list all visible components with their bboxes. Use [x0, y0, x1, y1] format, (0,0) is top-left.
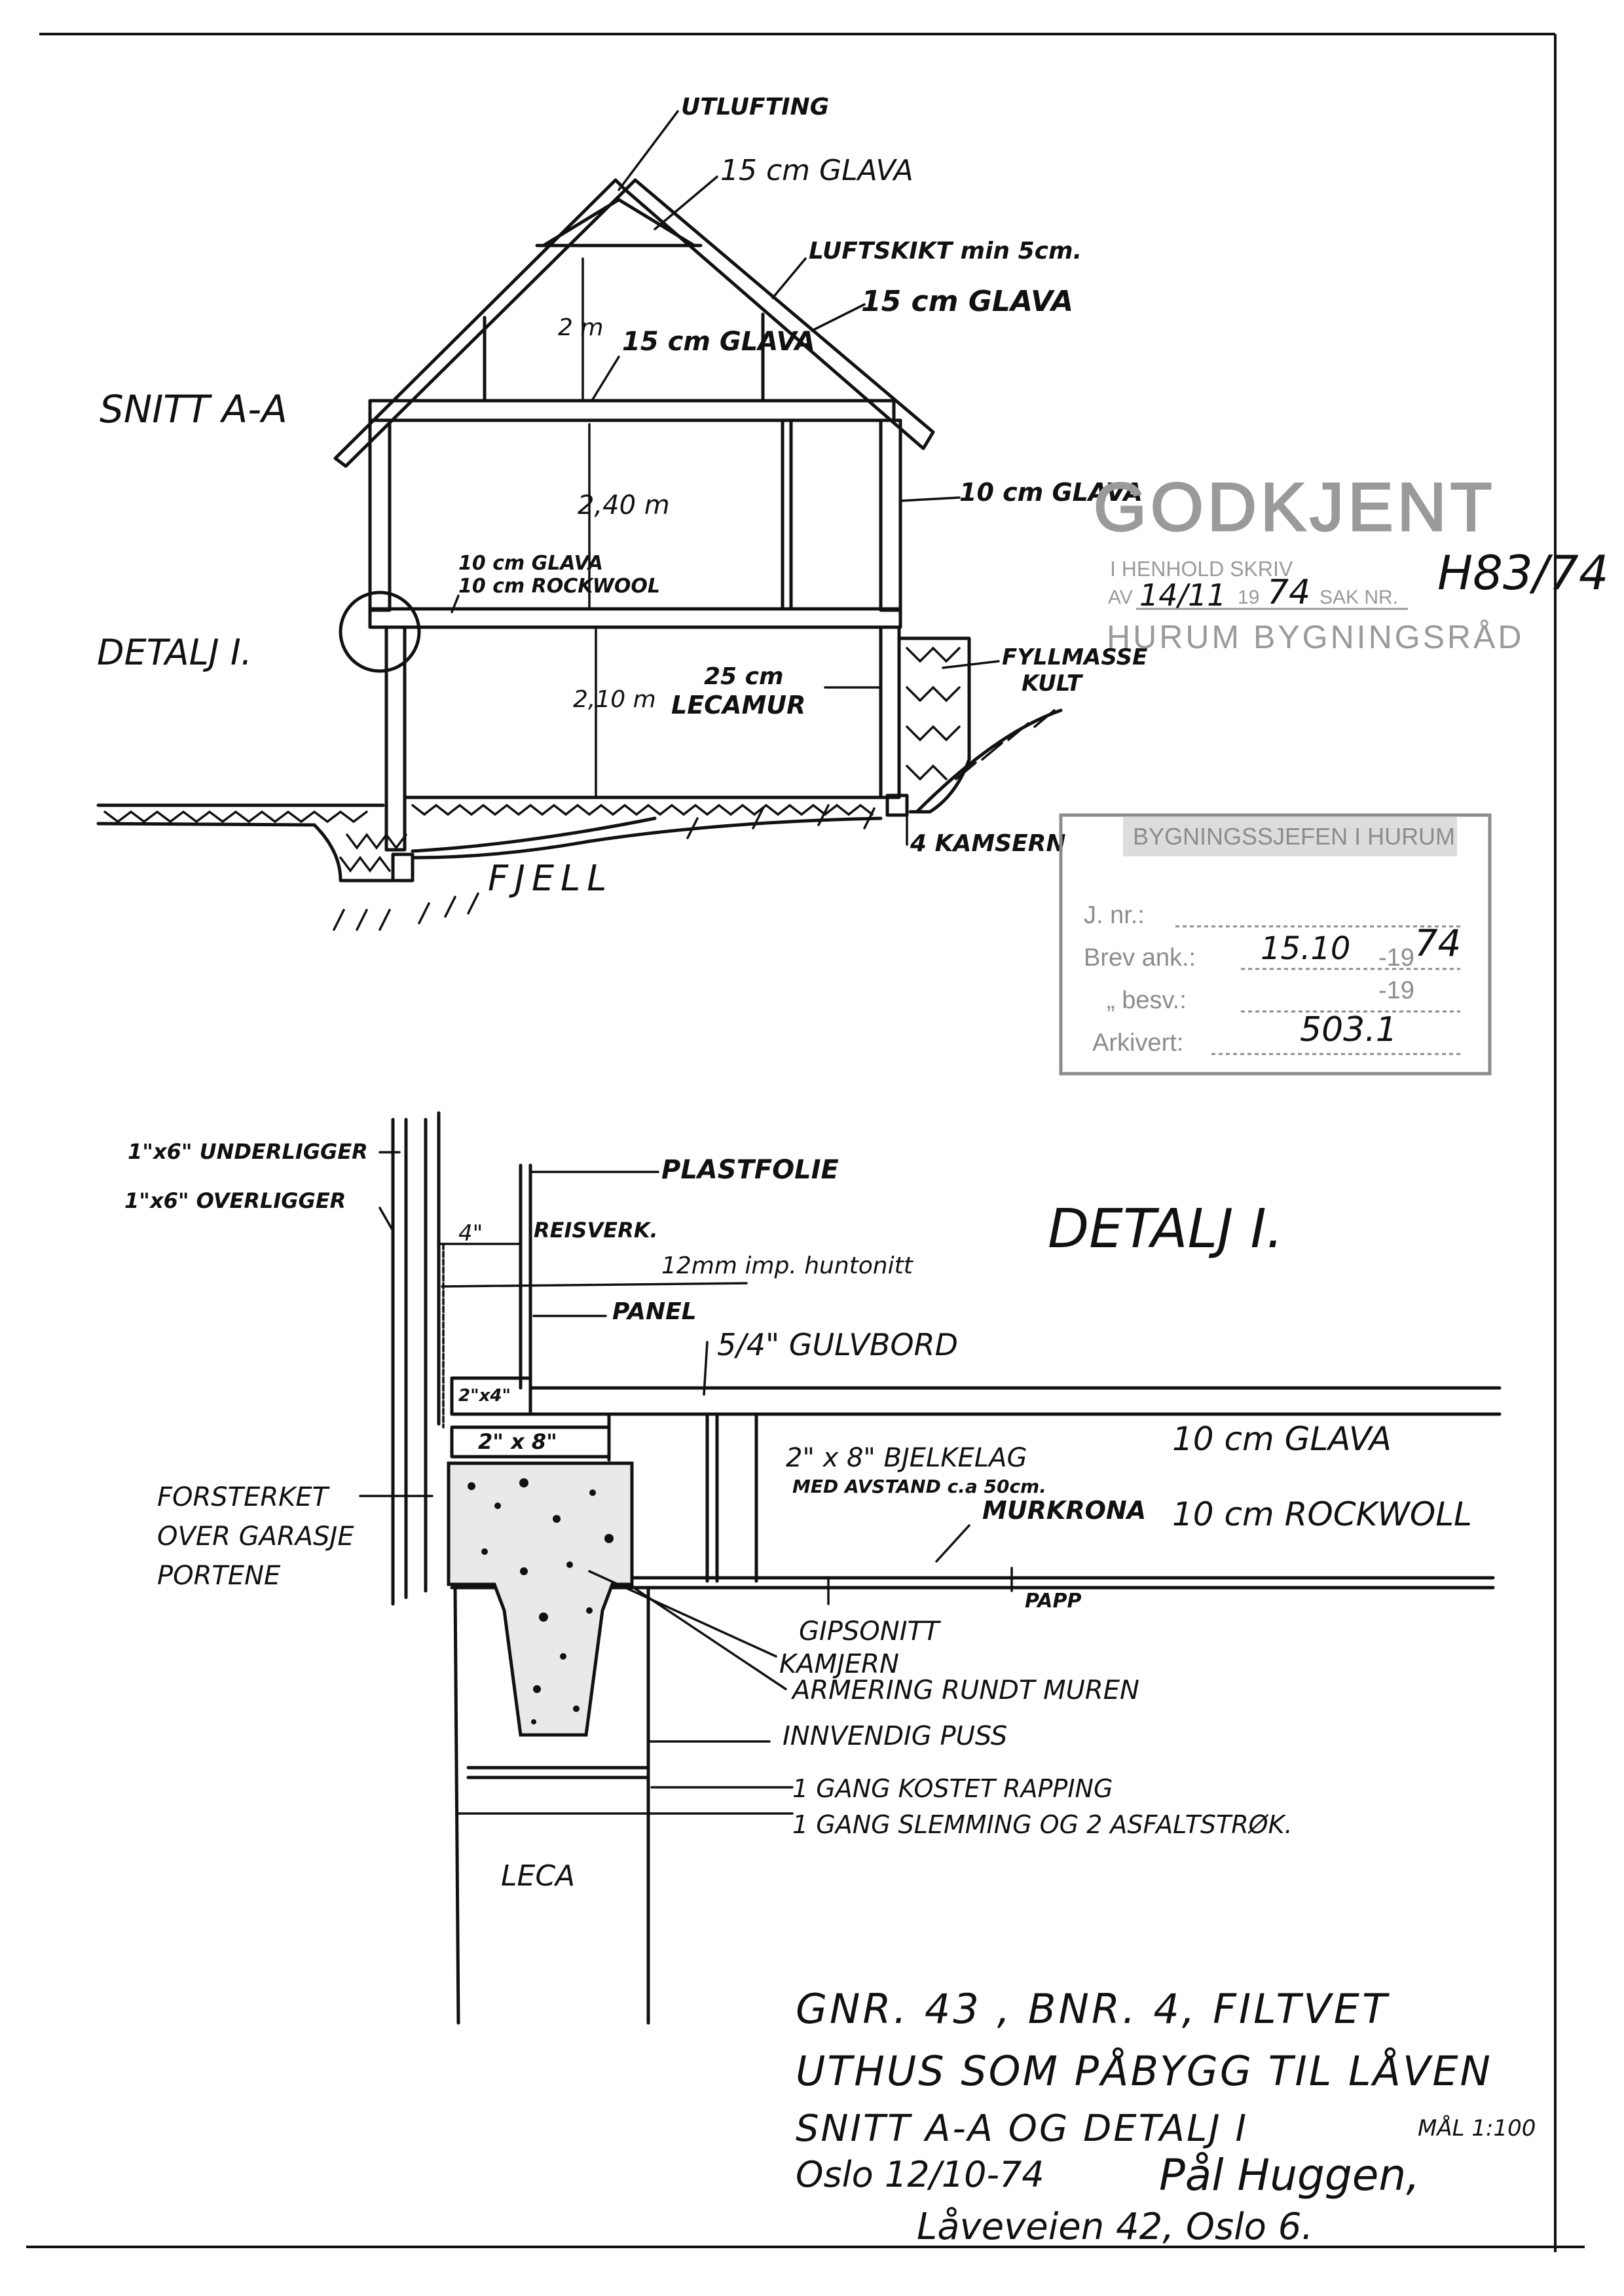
label-roof-glava: 15 cm GLAVA	[861, 285, 1074, 318]
label-fill-kult: KULT	[1022, 670, 1082, 697]
leader-ventilation	[619, 111, 678, 190]
detail-reinforced-3: PORTENE	[157, 1561, 281, 1591]
leader-reinforcement	[629, 1584, 786, 1689]
detail-gypsum: GIPSONITT	[799, 1616, 940, 1647]
wall-crown-concrete	[449, 1463, 632, 1735]
label-leca-wall: LECAMUR	[671, 691, 806, 720]
title-line-1: GNR. 43 , BNR. 4, FILTVET	[796, 1985, 1390, 2033]
detail-joist-spacing: MED AVSTAND c.a 50cm.	[792, 1476, 1046, 1497]
bedrock-curve-left	[413, 818, 655, 851]
leader-air-gap	[773, 259, 805, 298]
label-attic-height: 2 m	[558, 314, 604, 341]
archived-label: Arkivert:	[1092, 1029, 1184, 1057]
label-bedrock: FJELL	[488, 858, 614, 899]
title-address: Låveveien 42, Oslo 6.	[917, 2206, 1314, 2248]
received-stamp-header: BYGNINGSSJEFEN I HURUM	[1133, 823, 1456, 850]
attic-floor-beam	[370, 401, 894, 420]
label-detail-ref: DETALJ I.	[97, 632, 252, 673]
received-date-value: 15.10	[1261, 930, 1351, 967]
detail-glava: 10 cm GLAVA	[1172, 1420, 1392, 1458]
received-date-year: 74	[1414, 922, 1462, 965]
leader-roof-glava	[812, 304, 864, 331]
section-a-title: SNITT A-A	[100, 387, 287, 431]
title-line-4: Oslo 12/10-74	[796, 2154, 1044, 2195]
stamp-approved-century: 19	[1238, 587, 1260, 608]
upper-wall-right	[881, 420, 900, 610]
detail-plastic: PLASTFOLIE	[661, 1155, 839, 1185]
label-wall-glava: 10 cm GLAVA	[959, 478, 1143, 507]
title-line-3: SNITT A-A OG DETALJ I	[796, 2107, 1248, 2150]
stamp-approved-sak: SAK NR.	[1320, 587, 1399, 608]
detail-reinforced-2: OVER GARASJE	[157, 1522, 354, 1552]
detail-plate: 2"x4"	[458, 1386, 511, 1406]
leader-rebar	[589, 1571, 776, 1656]
leader-attic-glava	[593, 357, 619, 399]
stamp-approved-line1: I HENHOLD SKRIV	[1110, 557, 1293, 581]
detail-floorboard: 5/4" GULVBORD	[717, 1327, 959, 1362]
title-line-2: UTHUS SOM PÅBYGG TIL LÅVEN	[796, 2047, 1492, 2095]
label-floor-rockwool: 10 cm ROCKWOOL	[458, 575, 660, 598]
label-lower-height: 2,10 m	[573, 686, 656, 713]
label-rebar: 4 KAMSERN	[910, 830, 1066, 857]
leader-board	[442, 1283, 747, 1286]
detail-rim: 2" x 8"	[478, 1429, 557, 1454]
detail-stud-size: 4"	[458, 1220, 483, 1247]
stamp-approved-av: AV	[1108, 587, 1133, 608]
stamp-approved-year: 74	[1267, 573, 1311, 612]
detail-overlay: 1"x6" OVERLIGGER	[124, 1188, 346, 1213]
label-ventilation: UTLUFTING	[681, 94, 830, 120]
leader-wall-crown	[936, 1525, 969, 1561]
label-upper-height: 2,40 m	[578, 490, 670, 520]
received-stamp	[1061, 815, 1490, 1074]
stamp-approved-title: GODKJENT	[1094, 469, 1496, 545]
detail-board: 12mm imp. huntonitt	[661, 1252, 913, 1279]
detail-frame: REISVERK.	[534, 1218, 658, 1243]
label-attic-glava: 15 cm GLAVA	[622, 327, 815, 357]
leader-overlay	[380, 1208, 393, 1231]
detail-callout-circle	[341, 592, 419, 671]
received-journal-label: J. nr.:	[1084, 902, 1145, 929]
approval-stamp	[1094, 469, 1609, 655]
ground-under-slab	[413, 818, 881, 858]
archived-value: 503.1	[1300, 1010, 1397, 1049]
floor-beam	[370, 609, 900, 627]
label-fill: FYLLMASSE	[1002, 644, 1148, 670]
gravel-hatch-slab	[413, 805, 872, 814]
detail-reinforced-1: FORSTERKET	[157, 1482, 329, 1512]
title-signature: Pål Huggen,	[1159, 2150, 1420, 2200]
received-date-century: -19	[1378, 944, 1414, 972]
terrain-slope	[917, 710, 1061, 812]
roof-inner-truss	[544, 200, 694, 246]
detail-render-1: 1 GANG KOSTET RAPPING	[792, 1774, 1113, 1803]
stamp-approved-authority: HURUM BYGNINGSRÅD	[1107, 619, 1524, 655]
answered-century: -19	[1378, 977, 1414, 1004]
detail-wall-crown: MURKRONA	[982, 1496, 1147, 1525]
case-number: H83/74	[1437, 545, 1609, 600]
upper-wall-left	[370, 420, 390, 610]
lower-wall-left	[386, 627, 405, 850]
detail-reinforcement: ARMERING RUNDT MUREN	[792, 1675, 1139, 1705]
detail-felt: PAPP	[1025, 1590, 1082, 1613]
detail-render-2: 1 GANG SLEMMING OG 2 ASFALTSTRØK.	[792, 1810, 1293, 1839]
ground-line-left-2	[98, 824, 393, 881]
detail-panel: PANEL	[612, 1298, 697, 1325]
gravel-hatch-left	[105, 812, 367, 822]
detail-joists: 2" x 8" BJELKELAG	[786, 1443, 1027, 1473]
label-ridge-glava: 15 cm GLAVA	[720, 154, 913, 187]
footing-left	[393, 854, 413, 881]
label-air-gap: LUFTSKIKT min 5cm.	[809, 238, 1082, 264]
leader-wall-glava	[900, 498, 959, 501]
title-scale: MÅL 1:100	[1418, 2115, 1536, 2141]
label-leca-thickness: 25 cm	[704, 663, 784, 690]
detail-rebar: KAMJERN	[779, 1649, 899, 1679]
stamp-approved-date: 14/11	[1139, 577, 1227, 613]
detail-underlay: 1"x6" UNDERLIGGER	[128, 1139, 368, 1164]
detail-rockwool: 10 cm ROCKWOLL	[1172, 1495, 1472, 1533]
lower-wall-right	[881, 627, 899, 797]
leca-wall-left	[455, 1588, 458, 2023]
title-block	[796, 1985, 1536, 2248]
backfill-outline	[899, 638, 969, 812]
received-date-label: Brev ank.:	[1084, 944, 1196, 972]
detail-plaster: INNVENDIG PUSS	[783, 1721, 1008, 1751]
detail-leca: LECA	[501, 1859, 576, 1893]
label-floor-glava: 10 cm GLAVA	[458, 552, 604, 575]
detail-title: DETALJ I.	[1048, 1198, 1283, 1260]
section-a-drawing	[98, 111, 1061, 930]
answered-label: „ besv.:	[1107, 987, 1187, 1014]
